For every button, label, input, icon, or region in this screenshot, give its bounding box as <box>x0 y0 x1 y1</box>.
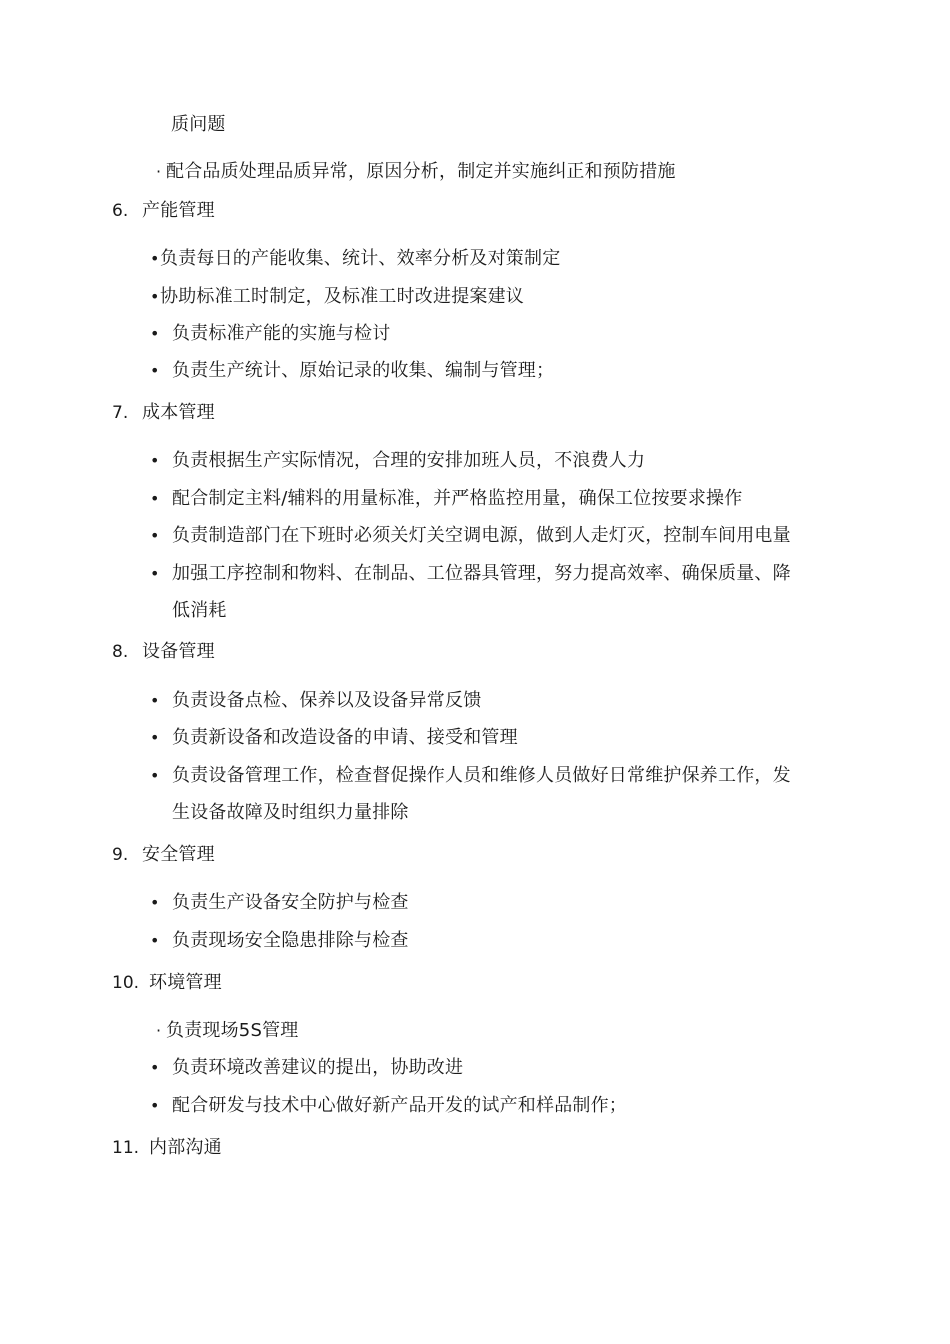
section-number: 6. <box>112 201 129 221</box>
list-item: 负责制造部门在下班时必须关灯关空调电源，做到人走灯灭，控制车间用电量 <box>172 525 791 546</box>
bullet-dot: • <box>150 893 160 912</box>
bullet-dot: • <box>150 451 160 470</box>
bullet-dot: • <box>150 361 160 380</box>
bullet-dot: • <box>150 931 160 950</box>
section-number: 10. <box>112 973 140 993</box>
list-item: 负责现场安全隐患排除与检查 <box>172 930 409 951</box>
list-item: 负责设备管理工作，检查督促操作人员和维修人员做好日常维护保养工作，发 <box>172 765 791 786</box>
bullet-dot: • <box>150 728 160 747</box>
list-item: 负责根据生产实际情况，合理的安排加班人员，不浪费人力 <box>172 450 646 471</box>
bullet-dot: • <box>150 691 160 710</box>
list-item: 负责每日的产能收集、统计、效率分析及对策制定 <box>160 248 561 269</box>
section-number: 7. <box>112 403 129 423</box>
list-item: 负责标准产能的实施与检讨 <box>172 323 391 344</box>
bullet-dot: • <box>150 324 160 343</box>
list-item: 负责生产设备安全防护与检查 <box>172 892 409 913</box>
list-item-continuation: 低消耗 <box>172 600 227 621</box>
section-title: 环境管理 <box>149 972 222 993</box>
bullet-dot: • <box>150 564 160 583</box>
section-title: 产能管理 <box>142 200 215 221</box>
list-item: 负责生产统计、原始记录的收集、编制与管理； <box>172 360 555 381</box>
continued-text: 质问题 <box>171 114 226 135</box>
section-number: 8. <box>112 642 129 662</box>
section-number: 9. <box>112 845 129 865</box>
list-item: 负责环境改善建议的提出，协助改进 <box>172 1057 464 1078</box>
list-item: 配合制定主料/辅料的用量标准，并严格监控用量，确保工位按要求操作 <box>172 488 743 509</box>
bullet-dot: · <box>156 1021 162 1040</box>
section-title: 设备管理 <box>142 641 215 662</box>
list-item: 配合品质处理品质异常，原因分析，制定并实施纠正和预防措施 <box>166 161 676 182</box>
section-title: 内部沟通 <box>149 1137 222 1158</box>
bullet-dot: • <box>150 1058 160 1077</box>
bullet-dot: • <box>150 249 160 268</box>
section-title: 安全管理 <box>142 844 215 865</box>
list-item: 负责设备点检、保养以及设备异常反馈 <box>172 690 482 711</box>
bullet-dot: • <box>150 526 160 545</box>
section-number: 11. <box>112 1138 140 1158</box>
list-item: 负责现场5S管理 <box>166 1020 299 1041</box>
bullet-dot: · <box>156 162 162 181</box>
bullet-dot: • <box>150 1096 160 1115</box>
bullet-dot: • <box>150 766 160 785</box>
bullet-dot: • <box>150 287 160 306</box>
list-item: 配合研发与技术中心做好新产品开发的试产和样品制作； <box>172 1095 627 1116</box>
list-item: 协助标准工时制定，及标准工时改进提案建议 <box>160 286 524 307</box>
list-item-continuation: 生设备故障及时组织力量排除 <box>172 802 409 823</box>
bullet-dot: • <box>150 489 160 508</box>
section-title: 成本管理 <box>142 402 215 423</box>
list-item: 加强工序控制和物料、在制品、工位器具管理，努力提高效率、确保质量、降 <box>172 563 791 584</box>
list-item: 负责新设备和改造设备的申请、接受和管理 <box>172 727 518 748</box>
